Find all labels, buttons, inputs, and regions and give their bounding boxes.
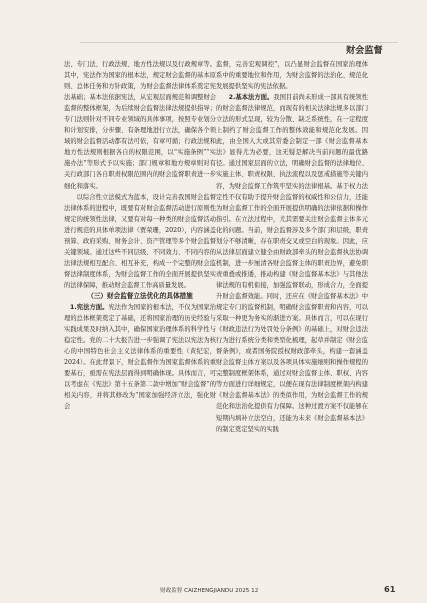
left-paragraph-2: 以综合性立法模式为蓝本，设计完善我国财会监督法律体系的进程中，既要有对财会监督活动进行原则性规定的统领性法律，又要有对每一种类的财会监督活动进行规范的具体单项法律（贾荣珊，2020），内容涵盖预算、政府采购、财务会计、资产管理等多个财会监督关键领域。通过这些不同层级、不同效力、不同内容的法律法规相互配合、相互补充，构成一个完整的财会监督法律制度体系，为财会监督工作的全面开展提供坚实的法律保障，推动财会监督工作高质量发展。 [64, 193, 216, 289]
right-column [216, 59, 368, 435]
left-paragraph-1: 法、专门法、行政法规、地方性法规以及行政规章等。其中，宪法作为国家的根本法，规定财会监督的基本原则、总体任务和方针政策，为财会监督法律体系奠定宪法基础；基本法依据宪法，从宏观层面规范和调整财会监督的整体框架，为后续财会监督法律法规提供指导；专门法则针对不同专业领域的具体事项，按照专业划分和计划安排，分步骤、有条理地进行立法，确保各个领域的财会监督活动都有法可依，有章可循；行政法规和地方性法规则根据各自的权限范围，以“实施条例”“实施办法”等形式予以实施；部门规章和地方规章则对有关行政部门各自职责权限范围内的财会监督职责进一步细化和落实。 [64, 61, 216, 190]
section-header: 财会监督 [346, 45, 383, 56]
right-paragraph-2 [216, 92, 368, 434]
page-footer [0, 585, 427, 597]
section-heading: （三）财会监督立法优化的具体措施 [87, 291, 193, 300]
footer-journal-name: 财政监督 CAIZHENGJIANDU 2025 12 [160, 588, 259, 594]
right-paragraph-1: 监督，完善宏观调控”，以凸显财会监督在国家治理体系中的重要地位和作用，为财会监督的法治化、规范化发展提供坚实的宪法依据。 [216, 61, 368, 91]
page-number: 61 [384, 584, 396, 594]
subsection-title-constitution: 1.宪法方面。 [70, 304, 109, 312]
subsection-body-constitution: 宪法作为国家的根本法，不仅为国家治理的总体框架奠定了基础，还将国家治理的历史经验与实践成果及时纳入其中，确保国家治理体系的科学性与稳定性。党的二十大报告进一步强调了宪法以宪法为核心的中国特色社会主义法律体系的重要性（黄纪宏，2024）。在此背景下，财会监督作为国家监督体系的重要基石，亟需在宪法层面得到明确体现。具体而言，可以考虑在《宪法》第十五条第二款中增加“财会监督”的相关内容，并将其修改为“国家加强经济立法，强化财会 [64, 304, 216, 411]
subsection-body-basic-law: 我国目前尚未形成一部具有统领性的财会监督法律规范，而现有的相关法律法规多以部门立法的形式呈现，较为分散、缺乏系统性，在一定程度上制约了财会监督工作的整体效能和规范化发展。因此，由全国人大或其常委会制定一部《财会监督基本法》显得尤为必要，这无疑是解决当前问题的最优路径。通过国家层面的立法，明确财会监督的法律地位、实施主体、职责权限、执法流程以及惩戒措施等关键内容，为财会监督工作筑牢坚实的法律根基。基于权力法定性不仅有助于提升财会监督的权威性和公信力，还能为财会监督工作的全面开展提供明确的法律依据和操作指引。在立法过程中，尤其需要关注财会监督主体多元化的问题。当前，财会监督涉及多个部门和层级，职责划分不够清晰，存在职责交叉或空白的现象。因此，应从法律层面建立健全由财政部牵头的财会监督执法协调机制，进一步厘清各财会监督主体的职责边界，避免职责重叠或推诿，推动构建《财会监督基本法》与其他法律法规的有机衔接，加强监督联动，形成合力，全面提升财会监督效能。同时，还应在《财会监督基本法》中规定专门的监督机制，明确财会监督职责和内容，可以采取一种更为务实的渐进方案。具体而言，可以在现行《财政违法行为处罚处分条例》的基础上，对财会违法行为进行系统分类和类型化梳理，起草并制定《财会监督条例》，或者国务院授权财政部牵头，构建一套涵盖财会监督主体方案以及各项具体实施细则和操作规程的完整制度框架体系，通过对财会监督主体、职权、内容等方面进行详细规定，以便在现有法律制度框架内构建《财会监督基本法》的类似作用，为财会监督工作的规范化和法治化提供有力保障。这种过渡方案不仅能够在短期内填补立法空白，还能为未来《财会监督基本法》的制定奠定坚实的实践 [216, 94, 368, 433]
subsection-title-basic-law: 2.基本法方面。 [228, 94, 274, 102]
left-paragraph-3 [64, 302, 216, 412]
left-column [64, 59, 216, 413]
